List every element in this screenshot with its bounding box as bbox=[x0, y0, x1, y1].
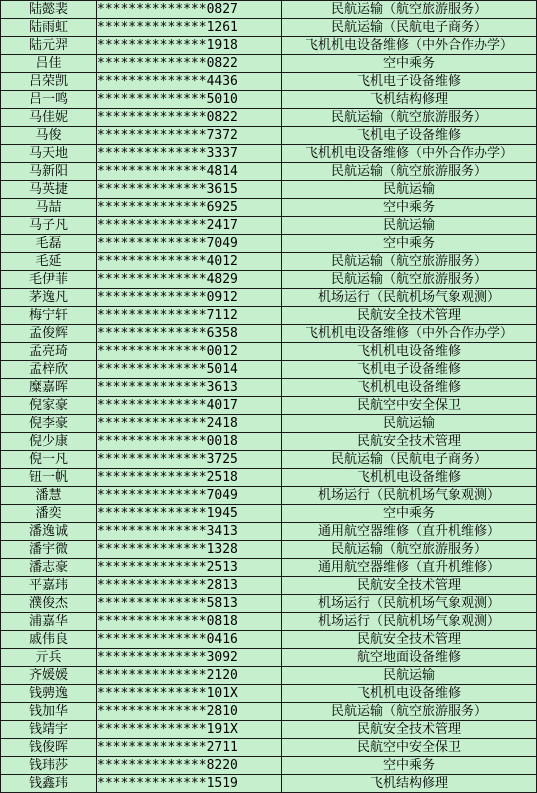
id-number-cell: **************7372 bbox=[97, 127, 282, 145]
major-cell: 飞机机电设备维修 bbox=[282, 343, 537, 361]
major-cell: 机场运行（民航机场气象观测） bbox=[282, 613, 537, 631]
table-row bbox=[1, 379, 537, 397]
table-row bbox=[1, 775, 537, 793]
student-name-cell: 马喆 bbox=[1, 199, 97, 217]
student-name-cell: 孟俊辉 bbox=[1, 325, 97, 343]
major-cell: 航空地面设备维修 bbox=[282, 649, 537, 667]
student-name-cell: 钱玮莎 bbox=[1, 757, 97, 775]
table-row bbox=[1, 739, 537, 757]
id-number-cell: **************5014 bbox=[97, 361, 282, 379]
table-row bbox=[1, 253, 537, 271]
student-name-cell: 糜嘉晖 bbox=[1, 379, 97, 397]
id-number-cell: **************0912 bbox=[97, 289, 282, 307]
table-row bbox=[1, 703, 537, 721]
id-number-cell: **************101X bbox=[97, 685, 282, 703]
major-cell: 民航安全技术管理 bbox=[282, 631, 537, 649]
roster-body bbox=[1, 1, 537, 793]
major-cell: 民航安全技术管理 bbox=[282, 577, 537, 595]
id-number-cell: **************2417 bbox=[97, 217, 282, 235]
table-row bbox=[1, 307, 537, 325]
id-number-cell: **************0818 bbox=[97, 613, 282, 631]
table-row bbox=[1, 289, 537, 307]
id-number-cell: **************4436 bbox=[97, 73, 282, 91]
major-cell: 民航运输（航空旅游服务） bbox=[282, 271, 537, 289]
major-cell: 民航运输（航空旅游服务） bbox=[282, 703, 537, 721]
major-cell: 民航空中安全保卫 bbox=[282, 739, 537, 757]
student-name-cell: 亓兵 bbox=[1, 649, 97, 667]
student-name-cell: 孟梓欣 bbox=[1, 361, 97, 379]
id-number-cell: **************2518 bbox=[97, 469, 282, 487]
id-number-cell: **************1918 bbox=[97, 37, 282, 55]
id-number-cell: **************0018 bbox=[97, 433, 282, 451]
id-number-cell: **************191X bbox=[97, 721, 282, 739]
student-name-cell: 潘慧 bbox=[1, 487, 97, 505]
table-row bbox=[1, 559, 537, 577]
student-name-cell: 陆元羿 bbox=[1, 37, 97, 55]
student-name-cell: 梅宁轩 bbox=[1, 307, 97, 325]
id-number-cell: **************7049 bbox=[97, 235, 282, 253]
major-cell: 民航安全技术管理 bbox=[282, 307, 537, 325]
major-cell: 民航运输（民航电子商务） bbox=[282, 19, 537, 37]
id-number-cell: **************0012 bbox=[97, 343, 282, 361]
student-name-cell: 马俊 bbox=[1, 127, 97, 145]
id-number-cell: **************2513 bbox=[97, 559, 282, 577]
student-name-cell: 钱鑫玮 bbox=[1, 775, 97, 793]
table-row bbox=[1, 523, 537, 541]
student-name-cell: 戚伟良 bbox=[1, 631, 97, 649]
table-row bbox=[1, 181, 537, 199]
id-number-cell: **************4829 bbox=[97, 271, 282, 289]
student-name-cell: 潘逸诚 bbox=[1, 523, 97, 541]
student-name-cell: 倪李豪 bbox=[1, 415, 97, 433]
table-row bbox=[1, 397, 537, 415]
table-row bbox=[1, 145, 537, 163]
major-cell: 飞机结构修理 bbox=[282, 91, 537, 109]
table-row bbox=[1, 37, 537, 55]
major-cell: 空中乘务 bbox=[282, 757, 537, 775]
id-number-cell: **************5813 bbox=[97, 595, 282, 613]
major-cell: 民航空中安全保卫 bbox=[282, 397, 537, 415]
id-number-cell: **************4012 bbox=[97, 253, 282, 271]
student-name-cell: 马子凡 bbox=[1, 217, 97, 235]
major-cell: 空中乘务 bbox=[282, 505, 537, 523]
major-cell: 民航运输 bbox=[282, 667, 537, 685]
major-cell: 民航安全技术管理 bbox=[282, 721, 537, 739]
major-cell: 空中乘务 bbox=[282, 199, 537, 217]
id-number-cell: **************0827 bbox=[97, 1, 282, 19]
student-name-cell: 潘志豪 bbox=[1, 559, 97, 577]
major-cell: 飞机机电设备维修（中外合作办学） bbox=[282, 145, 537, 163]
table-row bbox=[1, 415, 537, 433]
id-number-cell: **************4017 bbox=[97, 397, 282, 415]
id-number-cell: **************2711 bbox=[97, 739, 282, 757]
table-row bbox=[1, 469, 537, 487]
table-row bbox=[1, 73, 537, 91]
major-cell: 飞机机电设备维修 bbox=[282, 469, 537, 487]
id-number-cell: **************1261 bbox=[97, 19, 282, 37]
table-row bbox=[1, 217, 537, 235]
table-row bbox=[1, 487, 537, 505]
major-cell: 民航运输（航空旅游服务） bbox=[282, 253, 537, 271]
table-row bbox=[1, 595, 537, 613]
table-row bbox=[1, 127, 537, 145]
table-row bbox=[1, 577, 537, 595]
table-row bbox=[1, 199, 537, 217]
student-name-cell: 潘宇微 bbox=[1, 541, 97, 559]
student-name-cell: 陆懿裴 bbox=[1, 1, 97, 19]
student-name-cell: 钮一帆 bbox=[1, 469, 97, 487]
table-row bbox=[1, 235, 537, 253]
student-name-cell: 马新阳 bbox=[1, 163, 97, 181]
id-number-cell: **************1519 bbox=[97, 775, 282, 793]
id-number-cell: **************3613 bbox=[97, 379, 282, 397]
student-name-cell: 毛磊 bbox=[1, 235, 97, 253]
id-number-cell: **************1328 bbox=[97, 541, 282, 559]
major-cell: 民航运输（航空旅游服务） bbox=[282, 109, 537, 127]
table-row bbox=[1, 325, 537, 343]
major-cell: 机场运行（民航机场气象观测） bbox=[282, 487, 537, 505]
id-number-cell: **************0416 bbox=[97, 631, 282, 649]
table-row bbox=[1, 361, 537, 379]
id-number-cell: **************1945 bbox=[97, 505, 282, 523]
student-name-cell: 倪一凡 bbox=[1, 451, 97, 469]
major-cell: 通用航空器维修（直升机维修） bbox=[282, 523, 537, 541]
table-row bbox=[1, 433, 537, 451]
major-cell: 飞机机电设备维修 bbox=[282, 685, 537, 703]
id-number-cell: **************3337 bbox=[97, 145, 282, 163]
table-row bbox=[1, 541, 537, 559]
major-cell: 民航运输（航空旅游服务） bbox=[282, 1, 537, 19]
id-number-cell: **************3615 bbox=[97, 181, 282, 199]
id-number-cell: **************2813 bbox=[97, 577, 282, 595]
student-name-cell: 马英捷 bbox=[1, 181, 97, 199]
major-cell: 飞机机电设备维修（中外合作办学） bbox=[282, 37, 537, 55]
id-number-cell: **************3725 bbox=[97, 451, 282, 469]
major-cell: 民航安全技术管理 bbox=[282, 433, 537, 451]
table-row bbox=[1, 163, 537, 181]
student-name-cell: 吕一鸣 bbox=[1, 91, 97, 109]
student-name-cell: 钱靖宇 bbox=[1, 721, 97, 739]
table-row bbox=[1, 505, 537, 523]
major-cell: 机场运行（民航机场气象观测） bbox=[282, 595, 537, 613]
student-name-cell: 齐媛媛 bbox=[1, 667, 97, 685]
id-number-cell: **************2120 bbox=[97, 667, 282, 685]
student-name-cell: 潘奕 bbox=[1, 505, 97, 523]
id-number-cell: **************6358 bbox=[97, 325, 282, 343]
major-cell: 飞机电子设备维修 bbox=[282, 73, 537, 91]
major-cell: 飞机机电设备维修 bbox=[282, 379, 537, 397]
student-name-cell: 倪家豪 bbox=[1, 397, 97, 415]
major-cell: 民航运输（航空旅游服务） bbox=[282, 163, 537, 181]
major-cell: 民航运输 bbox=[282, 415, 537, 433]
table-row bbox=[1, 757, 537, 775]
major-cell: 民航运输（民航电子商务） bbox=[282, 451, 537, 469]
student-name-cell: 吕佳 bbox=[1, 55, 97, 73]
table-row bbox=[1, 1, 537, 19]
table-row bbox=[1, 271, 537, 289]
table-row bbox=[1, 91, 537, 109]
major-cell: 飞机机电设备维修（中外合作办学） bbox=[282, 325, 537, 343]
student-name-cell: 毛伊菲 bbox=[1, 271, 97, 289]
id-number-cell: **************3092 bbox=[97, 649, 282, 667]
student-name-cell: 倪少康 bbox=[1, 433, 97, 451]
table-row bbox=[1, 613, 537, 631]
major-cell: 飞机电子设备维修 bbox=[282, 361, 537, 379]
student-name-cell: 浦嘉华 bbox=[1, 613, 97, 631]
student-name-cell: 钱加华 bbox=[1, 703, 97, 721]
student-name-cell: 毛延 bbox=[1, 253, 97, 271]
table-row bbox=[1, 109, 537, 127]
major-cell: 飞机电子设备维修 bbox=[282, 127, 537, 145]
student-name-cell: 濮俊杰 bbox=[1, 595, 97, 613]
major-cell: 飞机结构修理 bbox=[282, 775, 537, 793]
id-number-cell: **************4814 bbox=[97, 163, 282, 181]
table-row bbox=[1, 55, 537, 73]
id-number-cell: **************3413 bbox=[97, 523, 282, 541]
id-number-cell: **************7049 bbox=[97, 487, 282, 505]
id-number-cell: **************2810 bbox=[97, 703, 282, 721]
table-row bbox=[1, 721, 537, 739]
major-cell: 民航运输 bbox=[282, 181, 537, 199]
student-name-cell: 茅逸凡 bbox=[1, 289, 97, 307]
student-name-cell: 钱骋逸 bbox=[1, 685, 97, 703]
major-cell: 民航运输 bbox=[282, 217, 537, 235]
student-name-cell: 马天地 bbox=[1, 145, 97, 163]
major-cell: 通用航空器维修（直升机维修） bbox=[282, 559, 537, 577]
table-row bbox=[1, 685, 537, 703]
major-cell: 民航运输（航空旅游服务） bbox=[282, 541, 537, 559]
table-row bbox=[1, 343, 537, 361]
table-row bbox=[1, 631, 537, 649]
major-cell: 空中乘务 bbox=[282, 235, 537, 253]
major-cell: 机场运行（民航机场气象观测） bbox=[282, 289, 537, 307]
table-row bbox=[1, 19, 537, 37]
table-row bbox=[1, 649, 537, 667]
student-name-cell: 马佳妮 bbox=[1, 109, 97, 127]
id-number-cell: **************0822 bbox=[97, 55, 282, 73]
major-cell: 空中乘务 bbox=[282, 55, 537, 73]
id-number-cell: **************6925 bbox=[97, 199, 282, 217]
student-name-cell: 平嘉玮 bbox=[1, 577, 97, 595]
table-row bbox=[1, 451, 537, 469]
student-name-cell: 吕荣凯 bbox=[1, 73, 97, 91]
id-number-cell: **************0822 bbox=[97, 109, 282, 127]
id-number-cell: **************2418 bbox=[97, 415, 282, 433]
table-row bbox=[1, 667, 537, 685]
student-name-cell: 孟亮琦 bbox=[1, 343, 97, 361]
id-number-cell: **************8220 bbox=[97, 757, 282, 775]
student-name-cell: 陆雨虹 bbox=[1, 19, 97, 37]
id-number-cell: **************5010 bbox=[97, 91, 282, 109]
id-number-cell: **************7112 bbox=[97, 307, 282, 325]
student-name-cell: 钱俊晖 bbox=[1, 739, 97, 757]
